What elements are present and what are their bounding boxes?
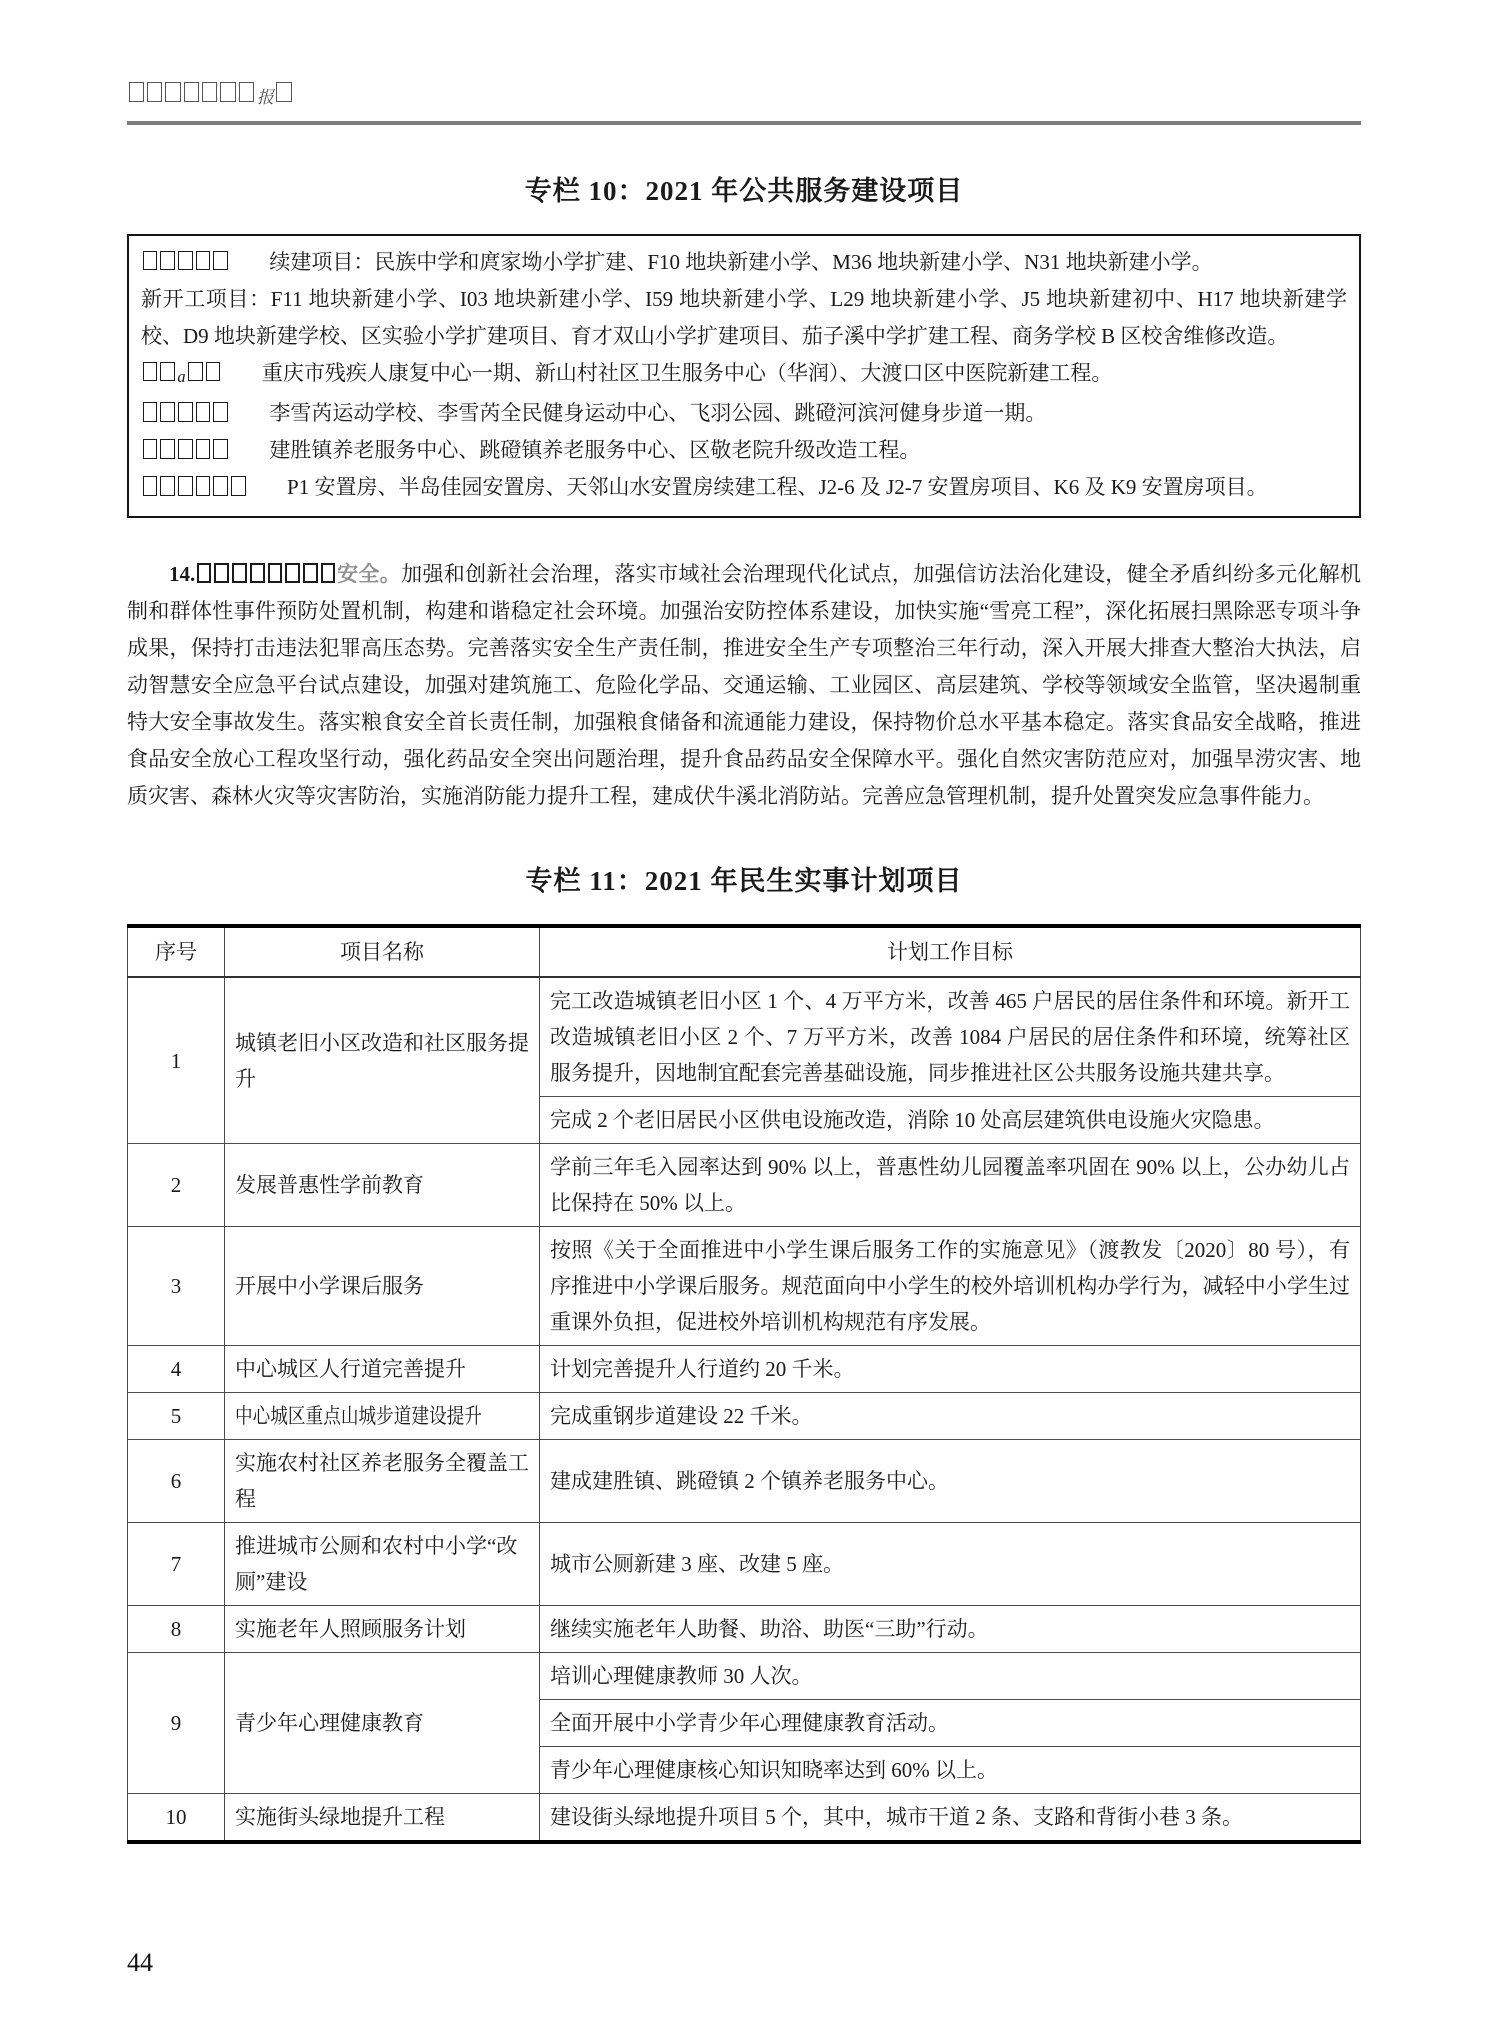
row-goal: 建设街头绿地提升项目 5 个，其中，城市干道 2 条、支路和背街小巷 3 条。 (540, 1794, 1361, 1843)
health-text: 重庆市残疾人康复中心一期、新山村社区卫生服务中心（华润）、大渡口区中医院新建工程。 (261, 360, 1113, 385)
row-name (225, 1393, 540, 1440)
row-name: 推进城市公厕和农村中小学“改厕”建设 (225, 1523, 540, 1606)
row-goal: 青少年心理健康核心知识知晓率达到 60% 以上。 (540, 1747, 1361, 1794)
health-label-tofu: a (141, 361, 222, 385)
livelihood-projects-table (127, 924, 1361, 1844)
header-name: 项目名称 (225, 926, 540, 977)
row-name: 发展普惠性学前教育 (225, 1144, 540, 1227)
row-goal: 学前三年毛入园率达到 90% 以上，普惠性幼儿园覆盖率巩固在 90% 以上，公办幼儿占比保持在 50% 以上。 (540, 1144, 1361, 1227)
table-row (128, 1393, 1361, 1440)
row-goal: 全面开展中小学青少年心理健康教育活动。 (540, 1700, 1361, 1747)
row-num: 9 (128, 1653, 225, 1794)
row-name: 实施老年人照顾服务计划 (225, 1606, 540, 1653)
paragraph-14-heading-tofu (195, 562, 337, 586)
row-goal: 城市公厕新建 3 座、改建 5 座。 (540, 1523, 1361, 1606)
sports-label-tofu (141, 401, 229, 425)
table-row (128, 1346, 1361, 1393)
column10-entry-eldercare (141, 432, 1347, 469)
row-num: 6 (128, 1440, 225, 1523)
column10-entry-health (141, 355, 1347, 395)
running-header-text: 报 (127, 80, 293, 105)
table-row (128, 1606, 1361, 1653)
column10-title: 专栏 10：2021 年公共服务建设项目 (524, 175, 964, 206)
row-goal: 按照《关于全面推进中小学生课后服务工作的实施意见》（渡教发〔2020〕80 号），有序推进中小学课后服务。规范面向中小学生的校外培训机构办学行为，减轻中小学生过重课外负担，促进校外培训机构规范有序发展。 (540, 1227, 1361, 1346)
eldercare-label-tofu (141, 438, 229, 462)
header-rule (127, 121, 1361, 125)
paragraph-14-gray-label: 安全。 (336, 562, 402, 587)
column10-box (127, 234, 1361, 518)
paragraph-14-safety (127, 556, 1361, 815)
row-name-text: 中心城区重点山城步道建设提升 (235, 1404, 482, 1429)
page-number: 44 (127, 1948, 153, 1977)
paragraph-14-body: 加强和创新社会治理，落实市域社会治理现代化试点，加强信访法治化建设，健全矛盾纠纷多元化解机制和群体性事件预防处置机制，构建和谐稳定社会环境。加强治安防控体系建设，加快实施“雪亮工程”，深化拓展扫黑除恶专项斗争成果，保持打击违法犯罪高压态势。完善落实安全生产责任制，推进安全生产专项整治三年行动，深入开展大排查大整治大执法，启动智慧安全应急平台试点建设，加强对建筑施工、危险化学品、交通运输、工业园区、高层建筑、学校等领域安全监管，坚决遏制重特大安全事故发生。落实粮食安全首长责任制，加强粮食储备和流通能力建设，保持物价总水平基本稳定。落实食品安全战略，推进食品安全放心工程攻坚行动，强化药品安全突出问题治理，提升食品药品安全保障水平。强化自然灾害防范应对，加强旱涝灾害、地质灾害、森林火灾等灾害防治，实施消防能力提升工程，建成伏牛溪北消防站。完善应急管理机制，提升处置突发应急事件能力。 (127, 562, 1362, 809)
row-goal: 培训心理健康教师 30 人次。 (540, 1653, 1361, 1700)
row-goal: 建成建胜镇、跳磴镇 2 个镇养老服务中心。 (540, 1440, 1361, 1523)
row-goal: 完工改造城镇老旧小区 1 个、4 万平方米，改善 465 户居民的居住条件和环境。新开工改造城镇老旧小区 2 个、7 万平方米，改善 1084 户居民的居住条件和环境，统筹社区服务提升，因地制宜配套完善基础设施，同步推进社区公共服务设施共建共享。 (540, 977, 1361, 1097)
row-name: 中心城区人行道完善提升 (225, 1346, 540, 1393)
row-name: 青少年心理健康教育 (225, 1653, 540, 1794)
row-name: 城镇老旧小区改造和社区服务提升 (225, 977, 540, 1144)
table-row (128, 1144, 1361, 1227)
row-num: 4 (128, 1346, 225, 1393)
row-goal: 完成重钢步道建设 22 千米。 (540, 1393, 1361, 1440)
header-num: 序号 (128, 926, 225, 977)
header-goal: 计划工作目标 (540, 926, 1361, 977)
row-num: 1 (128, 977, 225, 1144)
row-goal: 计划完善提升人行道约 20 千米。 (540, 1346, 1361, 1393)
table-row (128, 1440, 1361, 1523)
table-row (128, 1653, 1361, 1700)
column10-entry-education (141, 244, 1347, 281)
education-continuing-text: 续建项目：民族中学和庹家坳小学扩建、F10 地块新建小学、M36 地块新建小学、N31 地块新建小学。 (269, 249, 1213, 274)
eldercare-text: 建胜镇养老服务中心、跳磴镇养老服务中心、区敬老院升级改造工程。 (269, 438, 921, 463)
row-num: 8 (128, 1606, 225, 1653)
table-header-row (128, 926, 1361, 977)
table-row (128, 1794, 1361, 1843)
table-row (128, 1523, 1361, 1606)
row-name: 实施农村社区养老服务全覆盖工程 (225, 1440, 540, 1523)
row-goal: 完成 2 个老旧居民小区供电设施改造，消除 10 处高层建筑供电设施火灾隐患。 (540, 1097, 1361, 1144)
row-name: 实施街头绿地提升工程 (225, 1794, 540, 1843)
row-num: 2 (128, 1144, 225, 1227)
row-num: 3 (128, 1227, 225, 1346)
housing-text: P1 安置房、半岛佳园安置房、天邻山水安置房续建工程、J2-6 及 J2-7 安置房项目、K6 及 K9 安置房项目。 (287, 475, 1268, 500)
row-num: 5 (128, 1393, 225, 1440)
education-label-tofu (141, 250, 229, 274)
column10-entry-sports (141, 395, 1347, 432)
row-num: 10 (128, 1794, 225, 1843)
column10-entry-housing (141, 469, 1347, 506)
housing-label-tofu (141, 475, 247, 499)
table-row (128, 1227, 1361, 1346)
row-name: 开展中小学课后服务 (225, 1227, 540, 1346)
education-new-text: 新开工项目：F11 地块新建小学、I03 地块新建小学、I59 地块新建小学、L29 地块新建小学、J5 地块新建初中、H17 地块新建学校、D9 地块新建学校、区实验小学扩建项目、育才双山小学扩建项目、茄子溪中学扩建工程、商务学校 B 区校舍维修改造。 (141, 286, 1347, 348)
column11-title: 专栏 11：2021 年民生实事计划项目 (525, 866, 963, 897)
sports-text: 李雪芮运动学校、李雪芮全民健身运动中心、飞羽公园、跳磴河滨河健身步道一期。 (269, 401, 1047, 426)
table-row (128, 977, 1361, 1097)
row-goal: 继续实施老年人助餐、助浴、助医“三助”行动。 (540, 1606, 1361, 1653)
paragraph-14-number: 14. (169, 562, 196, 587)
row-num: 7 (128, 1523, 225, 1606)
column10-entry-education-new (141, 281, 1347, 355)
running-header (127, 78, 1361, 113)
